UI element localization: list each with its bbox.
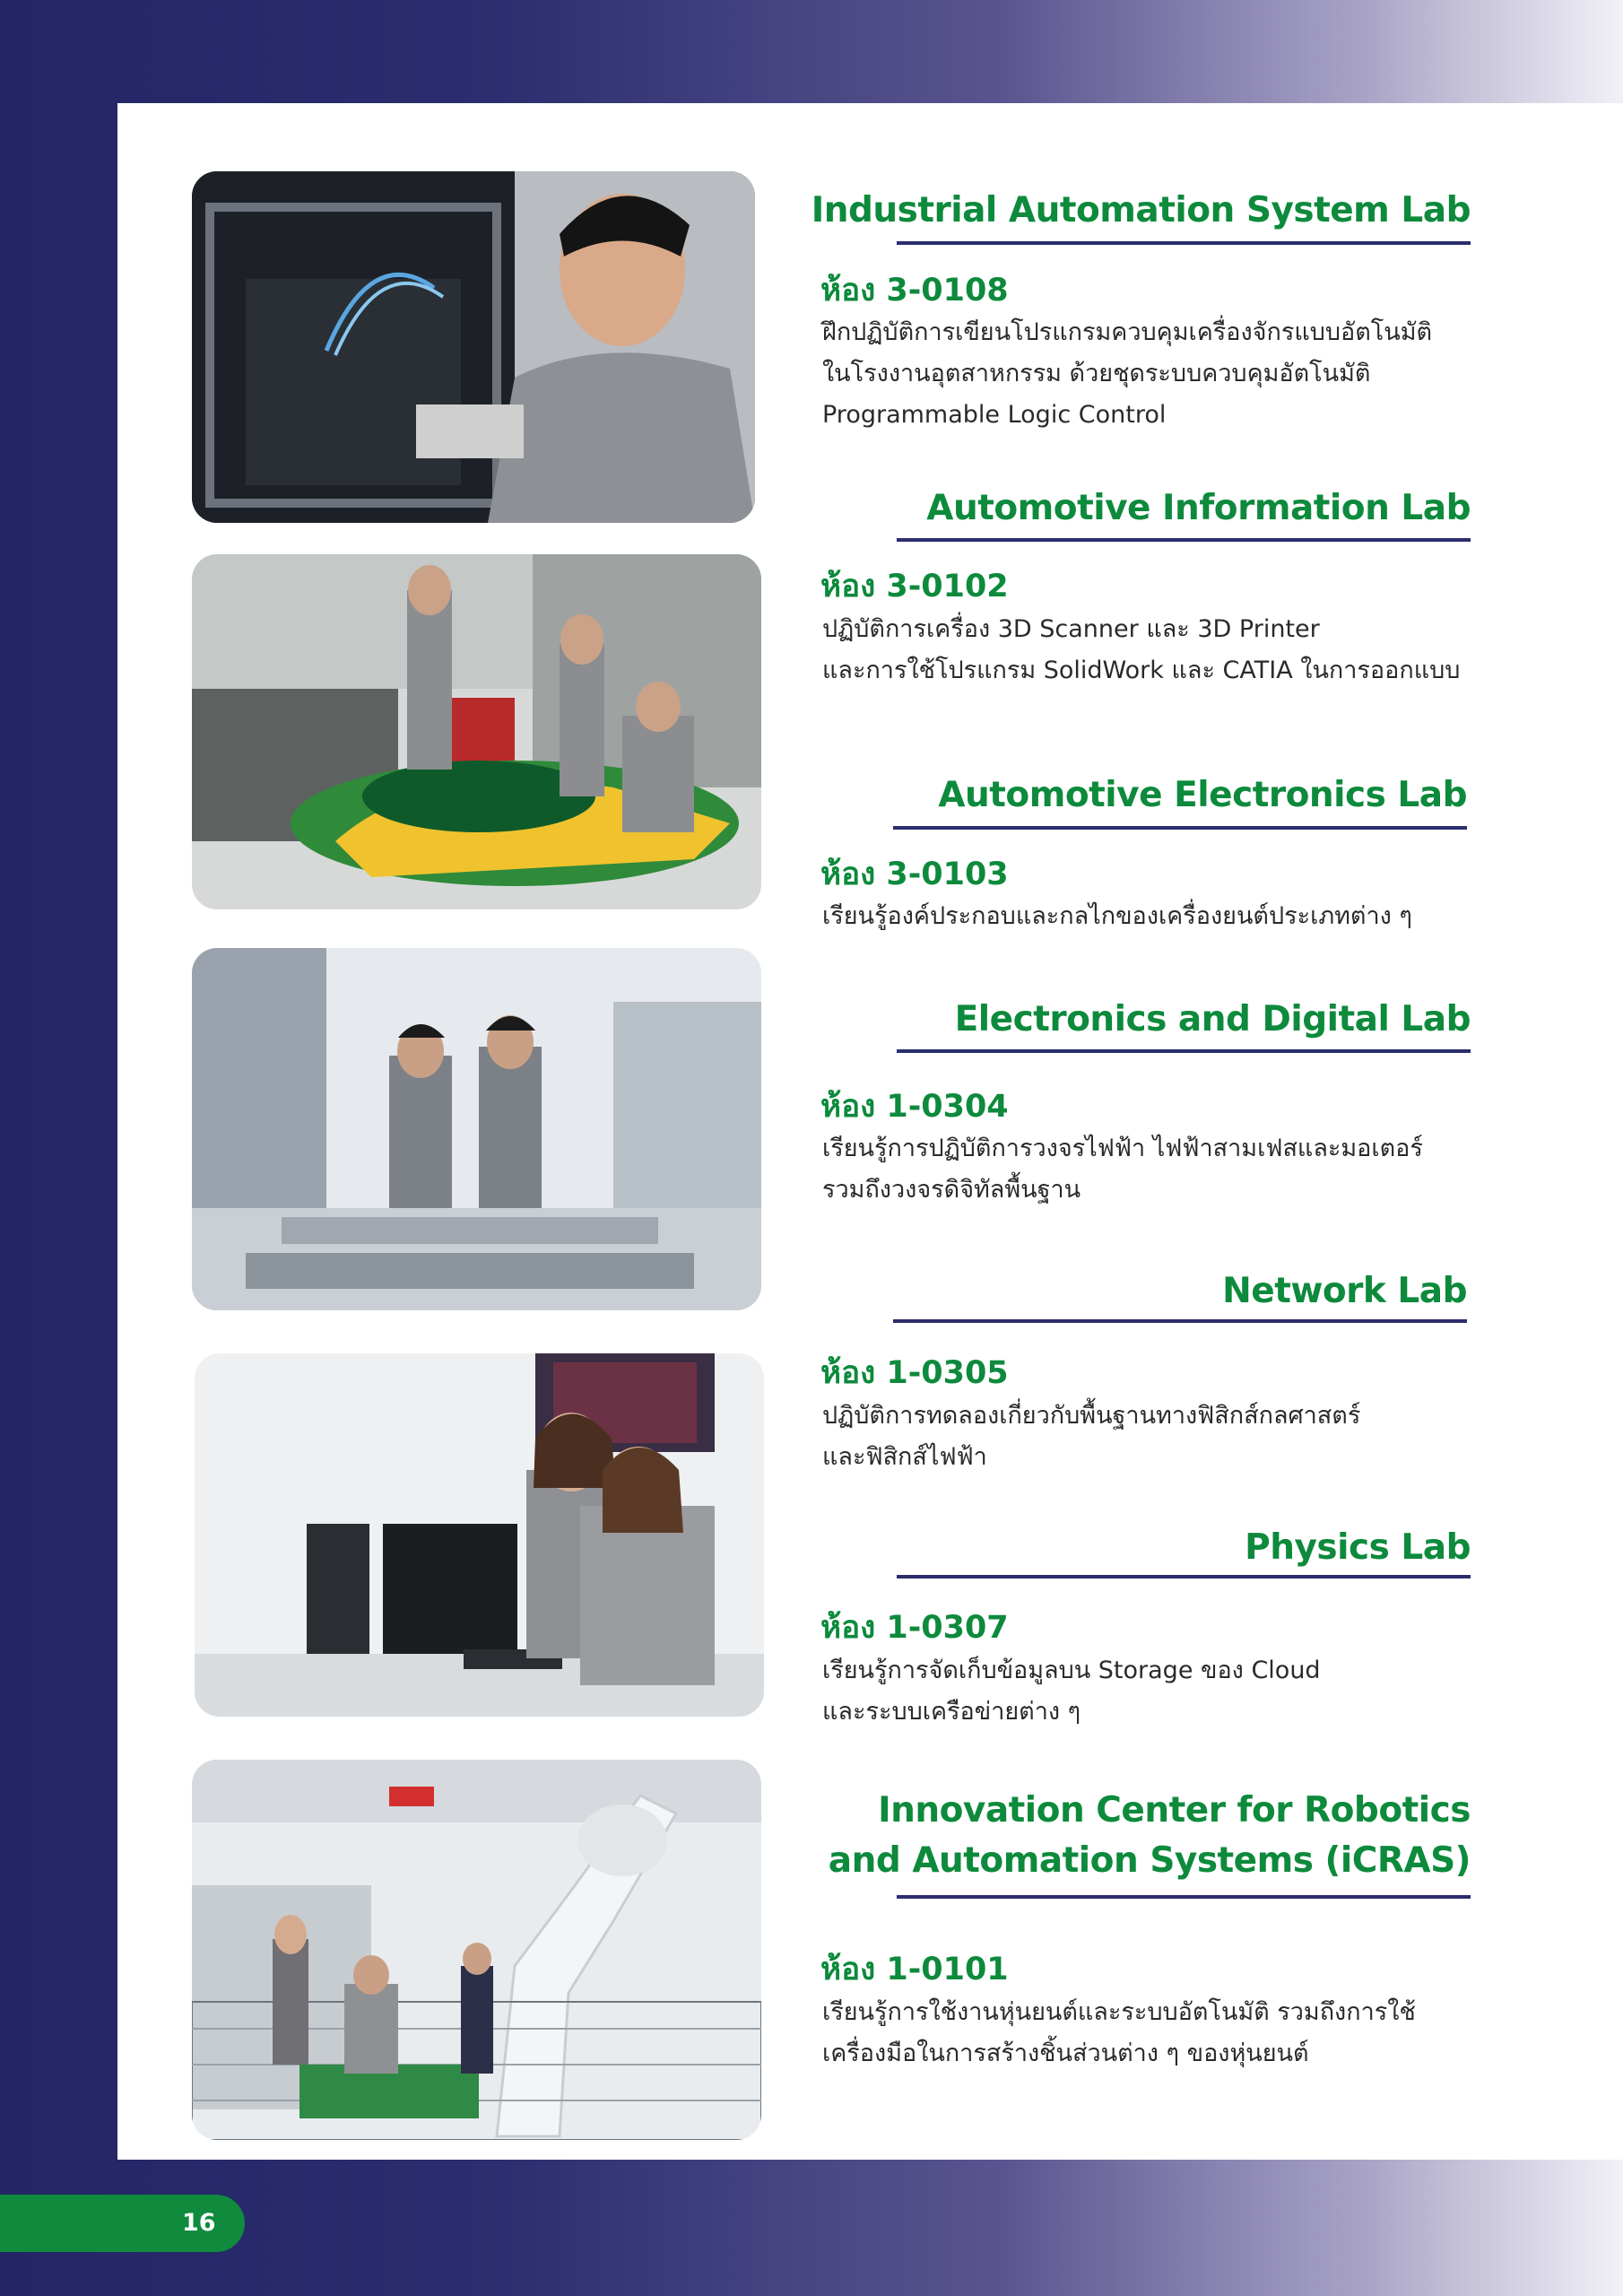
description-line: ฝึกปฏิบัติการเขียนโปรแกรมควบคุมเครื่องจักรแบบอัตโนมัติ xyxy=(822,318,1433,346)
description-line: และฟิสิกส์ไฟฟ้า xyxy=(822,1443,987,1471)
lab-title-automotive-information: Automotive Information Lab xyxy=(926,488,1471,528)
lab-title-line: and Automation Systems (iCRAS) xyxy=(828,1840,1471,1881)
lab-title-line: Innovation Center for Robotics xyxy=(878,1790,1471,1831)
students-at-computer-photo xyxy=(195,1353,764,1717)
room-number: ห้อง 1-0304 xyxy=(820,1089,1009,1125)
students-with-solar-car-photo xyxy=(192,554,761,909)
page-number: 16 xyxy=(182,2209,216,2237)
lab-description xyxy=(822,1128,1468,1211)
description-line: เรียนรู้การจัดเก็บข้อมูลบน Storage ของ Cloud xyxy=(822,1657,1321,1684)
lab-title-industrial-automation: Industrial Automation System Lab xyxy=(811,190,1471,230)
lab-description xyxy=(822,609,1468,691)
room-number: ห้อง 3-0102 xyxy=(820,569,1009,604)
lab-title-network: Network Lab xyxy=(1222,1271,1467,1311)
description-line: รวมถึงวงจรดิจิทัลพื้นฐาน xyxy=(822,1176,1081,1204)
lab-description xyxy=(822,312,1468,436)
description-line: เรียนรู้องค์ประกอบและกลไกของเครื่องยนต์ประเภทต่าง ๆ xyxy=(822,902,1412,930)
title-underline xyxy=(897,241,1471,245)
title-underline xyxy=(893,826,1467,830)
title-underline xyxy=(897,1575,1471,1578)
lab-description xyxy=(822,1650,1468,1733)
description-line: และระบบเครือข่ายต่าง ๆ xyxy=(822,1698,1081,1726)
description-line: ปฏิบัติการเครื่อง 3D Scanner และ 3D Printer xyxy=(822,615,1320,643)
description-line: และการใช้โปรแกรม SolidWork และ CATIA ในการออกแบบ xyxy=(822,657,1461,684)
room-number: ห้อง 1-0305 xyxy=(820,1355,1009,1391)
description-line: ในโรงงานอุตสาหกรรม ด้วยชุดระบบควบคุมอัตโนมัติ xyxy=(822,360,1371,387)
description-line: ปฏิบัติการทดลองเกี่ยวกับพื้นฐานทางฟิสิกส์กลศาสตร์ xyxy=(822,1402,1361,1430)
lab-description xyxy=(822,896,1468,937)
title-underline xyxy=(897,1049,1471,1053)
lab-title-physics: Physics Lab xyxy=(1245,1527,1471,1568)
lab-title-automotive-electronics: Automotive Electronics Lab xyxy=(938,775,1467,815)
title-underline xyxy=(897,538,1471,542)
lab-description xyxy=(822,1396,1468,1478)
title-underline xyxy=(897,1895,1471,1899)
students-with-automation-station-photo xyxy=(192,948,761,1310)
room-number: ห้อง 3-0108 xyxy=(820,273,1009,309)
student-with-3d-printer-photo xyxy=(192,171,755,523)
description-line: เครื่องมือในการสร้างชิ้นส่วนต่าง ๆ ของหุ่นยนต์ xyxy=(822,2039,1309,2067)
room-number: ห้อง 3-0103 xyxy=(820,857,1009,892)
description-line: เรียนรู้การปฏิบัติการวงจรไฟฟ้า ไฟฟ้าสามเฟสและมอเตอร์ xyxy=(822,1135,1423,1162)
description-line: Programmable Logic Control xyxy=(822,401,1167,429)
lab-title-icras xyxy=(829,1786,1471,1886)
room-number: ห้อง 1-0307 xyxy=(820,1610,1009,1646)
lab-description xyxy=(822,1992,1468,2074)
description-line: เรียนรู้การใช้งานหุ่นยนต์และระบบอัตโนมัติ รวมถึงการใช้ xyxy=(822,1998,1416,2026)
room-number: ห้อง 1-0101 xyxy=(820,1952,1009,1987)
lab-title-electronics-digital: Electronics and Digital Lab xyxy=(954,999,1471,1039)
title-underline xyxy=(893,1319,1467,1323)
students-with-robot-arm-photo xyxy=(192,1760,761,2140)
